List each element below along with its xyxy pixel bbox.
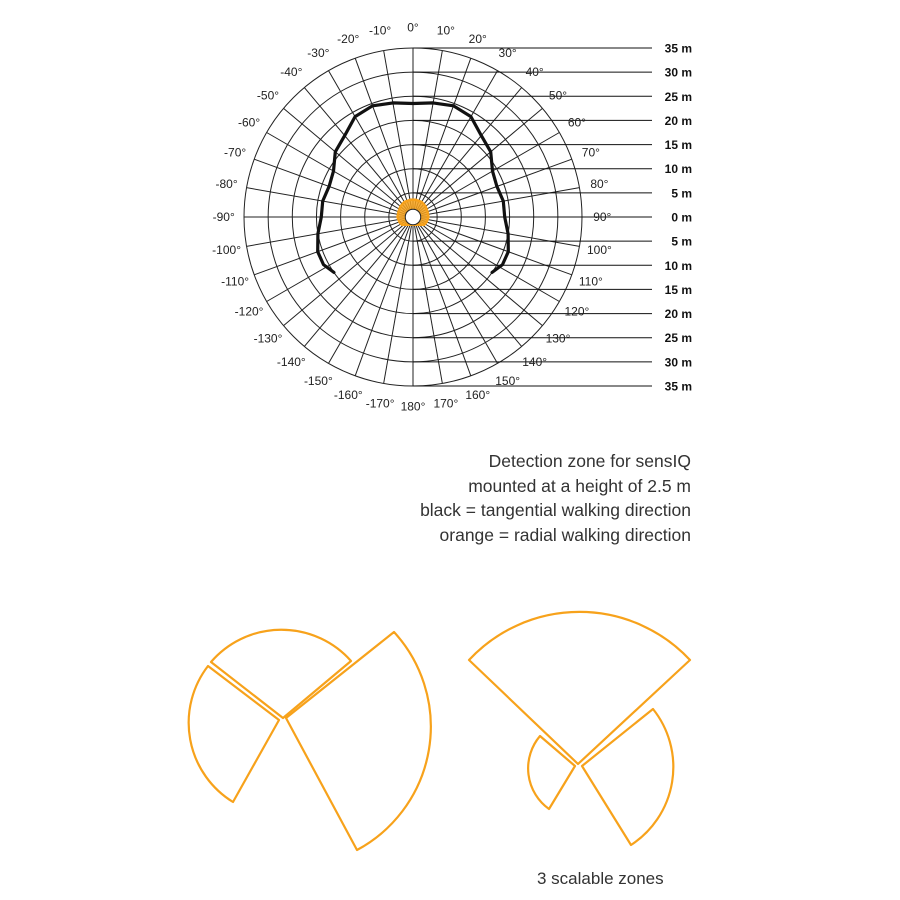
sensor-center-mark	[405, 209, 420, 224]
distance-label: 15 m	[664, 138, 692, 153]
angle-tick-label: 110°	[578, 274, 603, 289]
angle-tick-label: -20°	[337, 32, 360, 47]
angle-tick-label: 10°	[436, 23, 455, 38]
caption-line: Detection zone for sensIQ	[488, 451, 691, 471]
angle-tick-label: 160°	[465, 387, 491, 402]
angle-tick-label: -150°	[303, 373, 333, 388]
angle-tick-label: 20°	[468, 32, 487, 47]
angle-tick-label: -90°	[212, 210, 235, 224]
angle-tick-label: 120°	[564, 304, 590, 319]
angle-tick-label: -110°	[221, 274, 250, 289]
scalable-zones-diagram	[0, 560, 900, 900]
zone-sector-left-left	[189, 666, 279, 802]
angle-tick-label: 0°	[407, 20, 419, 35]
angle-tick-label: 30°	[498, 46, 517, 61]
distance-label: 35 m	[664, 41, 692, 56]
distance-leader-lines	[413, 48, 652, 386]
angle-tick-label: 100°	[586, 242, 612, 257]
angle-tick-label: 50°	[548, 88, 568, 103]
angle-tick-label: -40°	[280, 65, 303, 80]
angle-tick-label: -100°	[212, 242, 242, 257]
angle-tick-label: 150°	[495, 373, 521, 388]
angle-tick-label: 180°	[400, 399, 426, 414]
chart-caption	[420, 449, 691, 547]
angle-tick-label: -140°	[276, 354, 306, 369]
angle-tick-label: -80°	[215, 177, 238, 192]
distance-label: 30 m	[664, 65, 692, 80]
angle-tick-label: -120°	[234, 304, 264, 319]
caption-line: orange = radial walking direction	[439, 524, 691, 545]
angle-tick-label: -10°	[369, 23, 392, 38]
zone-sector-right-top	[469, 612, 690, 764]
angle-tick-label: 90°	[593, 210, 612, 224]
angle-tick-label: -30°	[307, 46, 330, 61]
zone-sector-left-big	[286, 632, 431, 850]
angle-tick-label: -160°	[333, 387, 363, 402]
zone-sector-right-big	[582, 709, 673, 845]
angle-tick-label: 40°	[525, 65, 544, 80]
zone-sector-left-top	[211, 630, 351, 718]
angle-tick-label: -50°	[256, 88, 280, 103]
distance-labels	[665, 42, 692, 394]
angle-tick-label: -60°	[238, 115, 261, 130]
angle-tick-label: 70°	[581, 145, 600, 160]
distance-label: 20 m	[664, 113, 692, 128]
angle-tick-label: -170°	[365, 396, 395, 411]
angle-tick-label: 60°	[567, 115, 586, 130]
zones-caption: 3 scalable zones	[537, 869, 664, 888]
angle-tick-label: 170°	[433, 396, 459, 411]
distance-label: 5 m	[671, 234, 692, 249]
distance-label: 0 m	[671, 210, 692, 225]
distance-label: 5 m	[671, 186, 692, 201]
zone-sector-right-small	[528, 736, 575, 809]
distance-label: 25 m	[664, 331, 692, 346]
distance-label: 10 m	[664, 258, 692, 273]
distance-label: 25 m	[664, 89, 692, 104]
angle-tick-label: 140°	[522, 354, 548, 369]
angle-tick-label: 130°	[545, 331, 571, 346]
distance-label: 10 m	[664, 162, 692, 177]
distance-label: 20 m	[664, 307, 692, 322]
distance-label: 35 m	[664, 379, 692, 394]
distance-label: 15 m	[664, 282, 692, 297]
angle-tick-label: -70°	[224, 145, 247, 160]
caption-line: mounted at a height of 2.5 m	[468, 475, 691, 496]
caption-line: black = tangential walking direction	[420, 500, 691, 520]
distance-label: 30 m	[664, 355, 692, 370]
angle-tick-label: -130°	[253, 331, 283, 346]
angle-tick-label: 80°	[590, 177, 609, 192]
